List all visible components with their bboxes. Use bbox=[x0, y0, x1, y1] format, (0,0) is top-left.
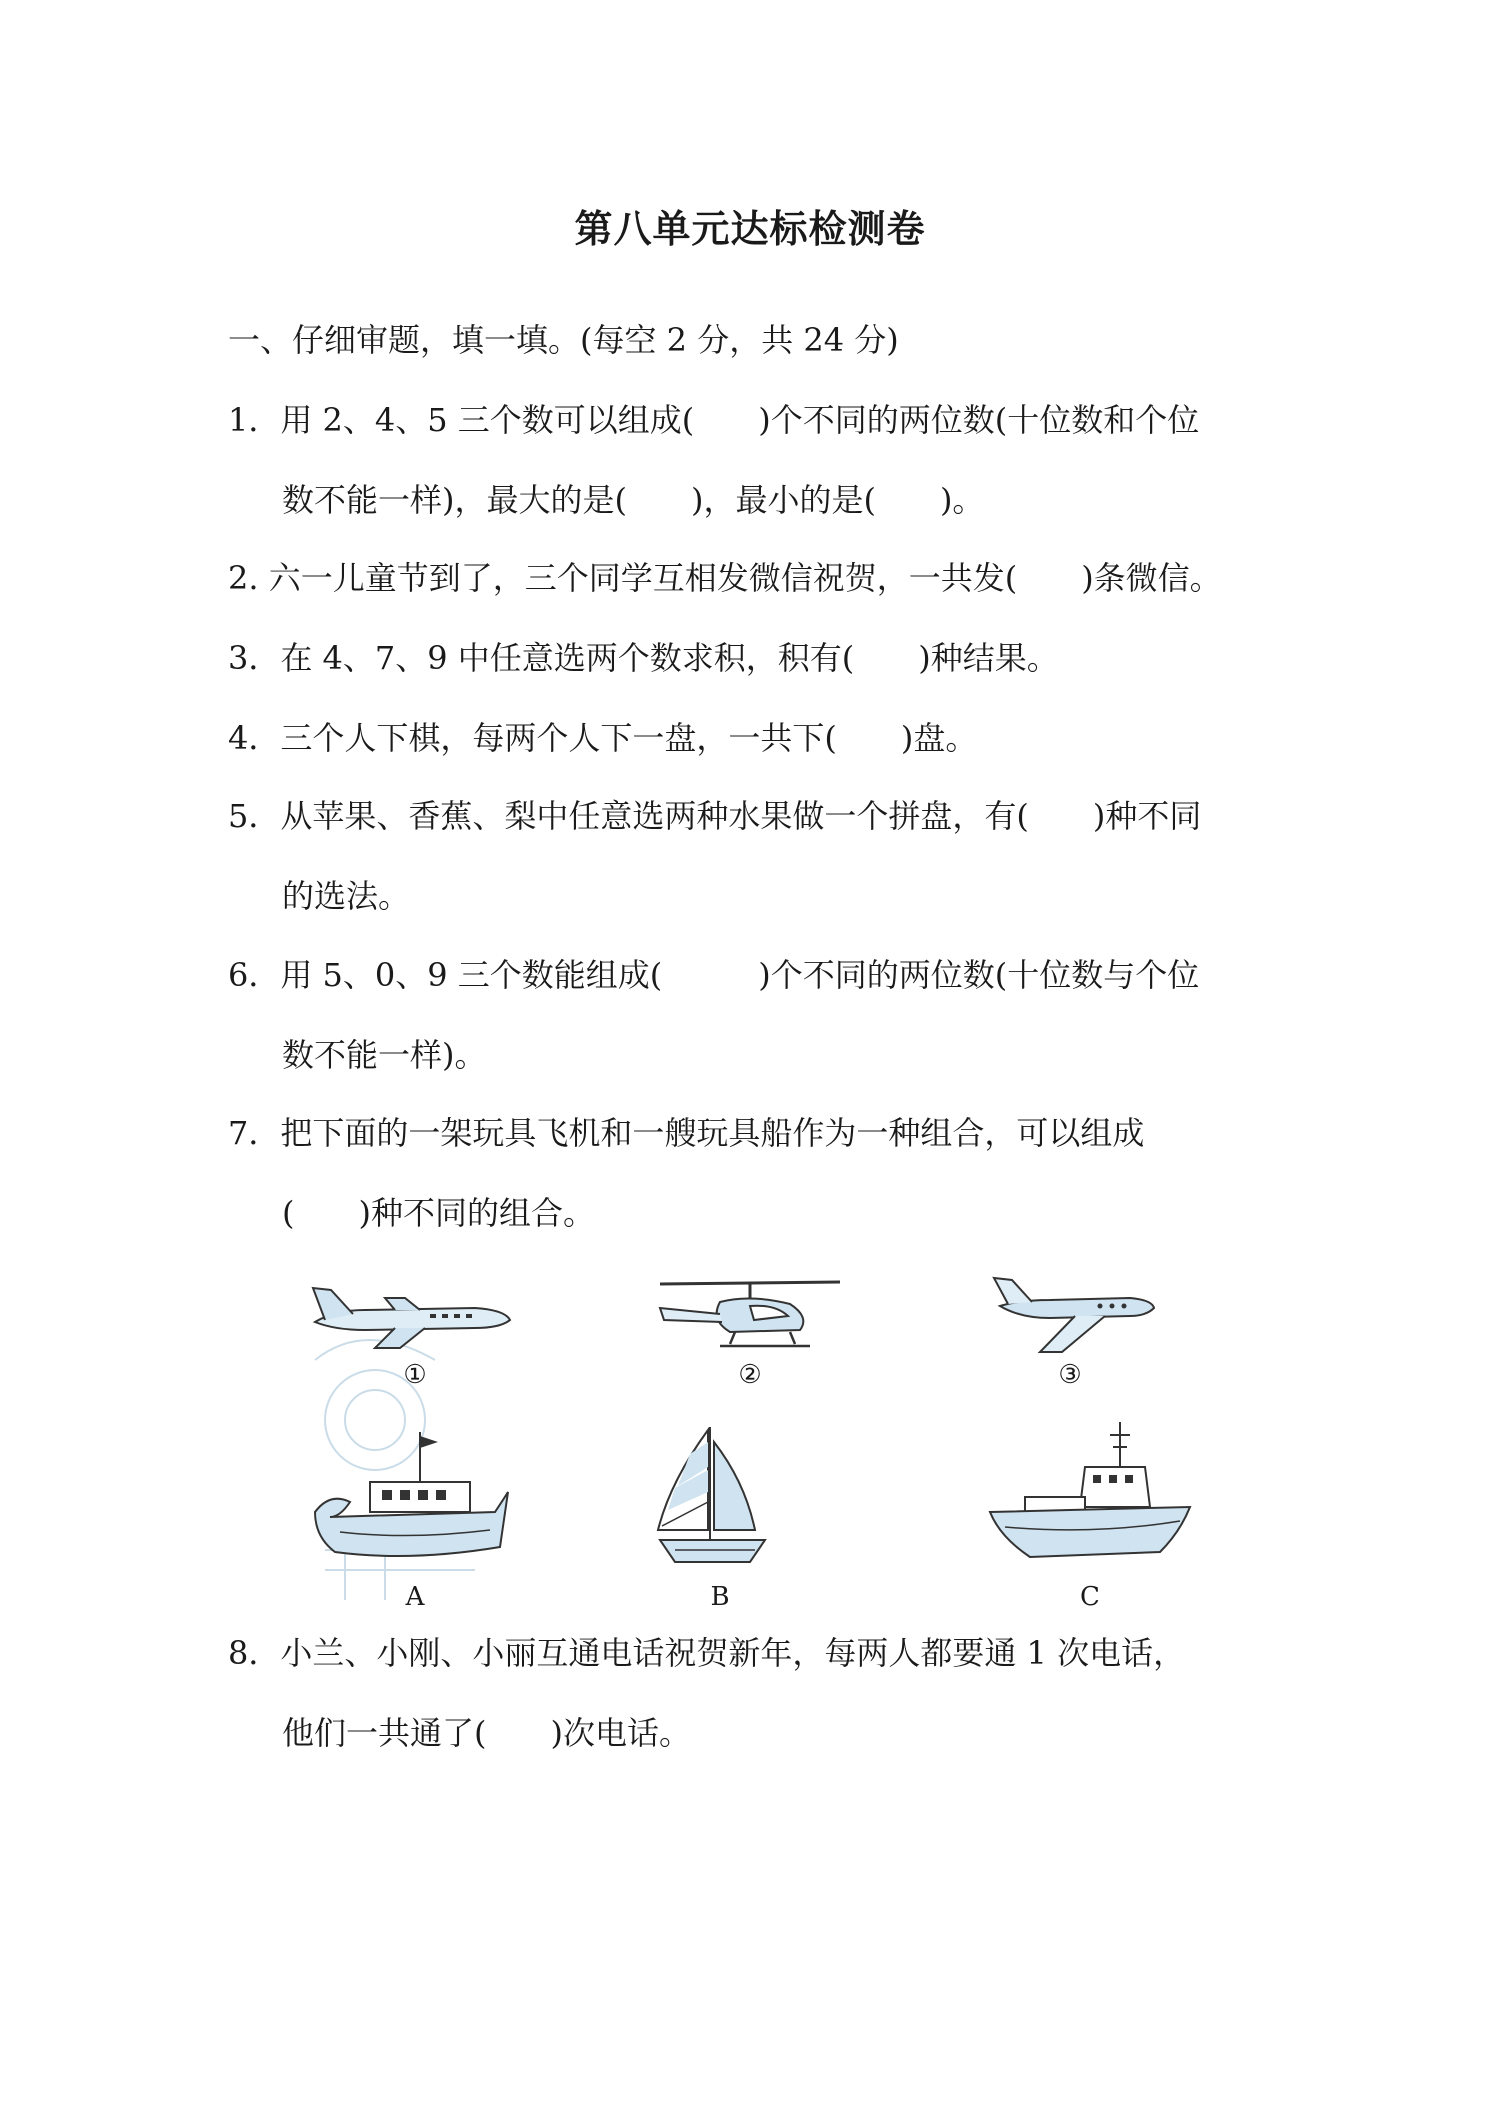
plane-label-3: ③ bbox=[1058, 1360, 1082, 1390]
question-4: 4．三个人下棋，每两个人下一盘，一共下( )盘。 bbox=[228, 719, 978, 757]
airliner-icon bbox=[305, 1282, 515, 1352]
sailboat-icon bbox=[650, 1422, 780, 1572]
jet-plane-icon bbox=[980, 1272, 1160, 1357]
question-2: 2. 六一儿童节到了，三个同学互相发微信祝贺，一共发( )条微信。 bbox=[228, 559, 1222, 597]
page-title: 第八单元达标检测卷 bbox=[574, 207, 926, 251]
helicopter-icon bbox=[650, 1272, 850, 1357]
question-3: 3．在 4、7、9 中任意选两个数求积，积有( )种结果。 bbox=[228, 639, 1059, 677]
boat-label-a: A bbox=[405, 1582, 425, 1612]
question-1-line-2: 数不能一样)，最大的是( )，最小的是( )。 bbox=[282, 481, 985, 519]
warship-icon bbox=[985, 1417, 1195, 1577]
plane-label-2: ② bbox=[738, 1360, 762, 1390]
question-6-line-2: 数不能一样)。 bbox=[282, 1036, 487, 1074]
question-1-line-1: 1．用 2、4、5 三个数可以组成( )个不同的两位数(十位数和个位 bbox=[228, 401, 1200, 439]
plane-label-1: ① bbox=[403, 1360, 427, 1390]
boat-label-c: C bbox=[1080, 1582, 1100, 1612]
section-heading: 一、仔细审题，填一填。(每空 2 分，共 24 分) bbox=[228, 321, 899, 359]
question-7-line-1: 7．把下面的一架玩具飞机和一艘玩具船作为一种组合，可以组成 bbox=[228, 1114, 1145, 1152]
question-7-line-2: ( )种不同的组合。 bbox=[282, 1194, 595, 1232]
question-5-line-2: 的选法。 bbox=[282, 877, 411, 915]
toy-figures bbox=[305, 1272, 1235, 1612]
question-8-line-1: 8．小兰、小刚、小丽互通电话祝贺新年，每两人都要通 1 次电话， bbox=[228, 1634, 1186, 1672]
ancient-ship-icon bbox=[310, 1422, 510, 1572]
boat-label-b: B bbox=[710, 1582, 730, 1612]
question-8-line-2: 他们一共通了( )次电话。 bbox=[282, 1714, 691, 1752]
question-5-line-1: 5．从苹果、香蕉、梨中任意选两种水果做一个拼盘，有( )种不同 bbox=[228, 797, 1202, 835]
question-6-line-1: 6．用 5、0、9 三个数能组成( )个不同的两位数(十位数与个位 bbox=[228, 956, 1200, 994]
